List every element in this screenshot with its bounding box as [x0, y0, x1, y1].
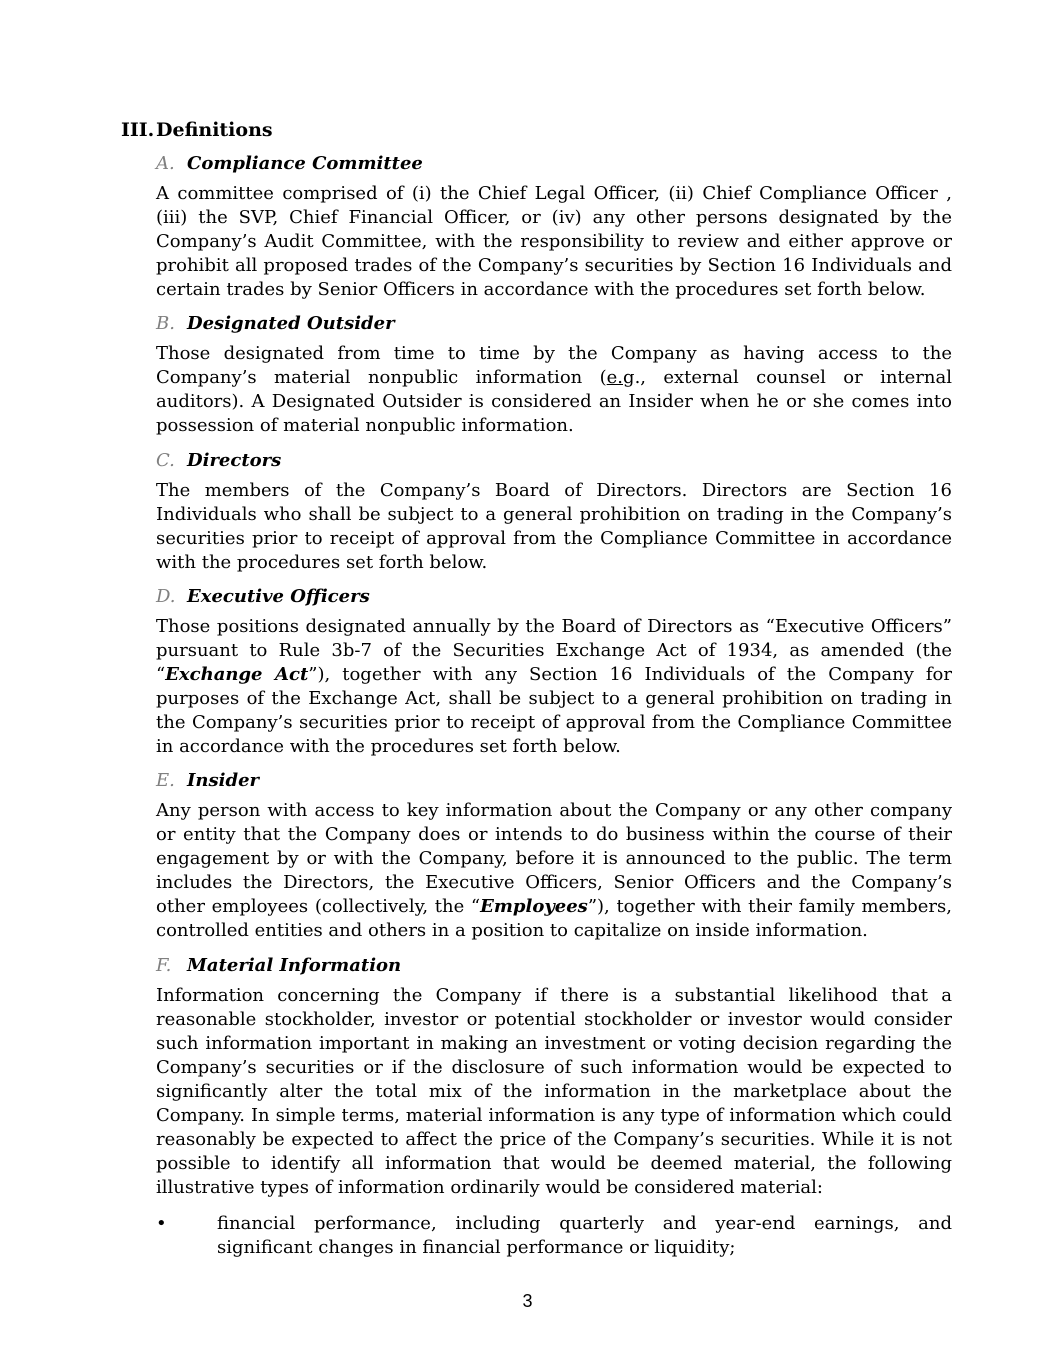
definition-executive-officers	[156, 585, 952, 759]
list-item	[156, 1212, 952, 1260]
defined-term-employees: Employees	[480, 896, 588, 917]
eg-abbreviation: e.g	[606, 367, 635, 388]
definition-directors	[156, 449, 952, 575]
section-number: III.	[121, 119, 155, 141]
section-heading	[121, 118, 273, 142]
definition-compliance-committee	[156, 152, 952, 302]
definition-insider	[156, 769, 952, 943]
definition-text-end: ”), together with their family members, controlled entities and others in a position to capitalize on inside information.	[156, 896, 952, 941]
bullet-marker: •	[156, 1213, 167, 1234]
definition-designated-outsider	[156, 312, 952, 438]
definition-text: Information concerning the Company if there is a substantial likelihood that a reasonable stockholder, investor or potential stockholder or investor would consider such information important in making an investment or voting decision regarding the Company’s securities or if the disclosure of such information would be expected to significantly alter the total mix of the information in the marketplace about the Company. In simple terms, material information is any type of information which could reasonably be expected to affect the price of the Company’s securities. While it is not possible to identify all information that would be deemed material, the following illustrative types of information ordinarily would be considered material:	[156, 985, 952, 1198]
defined-term-exchange-act: Exchange Act	[165, 664, 309, 685]
definition-text	[156, 799, 952, 943]
definition-text-end: ., external counsel or internal auditors). A Designated Outsider is considered an Insider when he or she comes into possession of material nonpublic information.	[156, 367, 952, 436]
definition-letter: F.	[156, 955, 172, 976]
definition-material-information	[156, 954, 952, 1200]
definition-heading	[156, 954, 952, 978]
definition-letter: E.	[156, 770, 175, 791]
definition-letter: A.	[156, 153, 175, 174]
definition-text-start: Any person with access to key information about the Company or any other company or entity that the Company does or intends to do business within the course of their engagement by or with the Company, before it is announced to the public. The term includes the Directors, the Executive Officers, Senior Officers and the Company’s other employees (collectively, the “	[156, 800, 952, 917]
definition-title: Directors	[187, 450, 282, 471]
definition-letter: C.	[156, 450, 175, 471]
definition-title: Executive Officers	[187, 586, 370, 607]
definition-heading	[156, 312, 952, 336]
definition-letter: D.	[156, 586, 176, 607]
definition-text: A committee comprised of (i) the Chief Legal Officer, (ii) Chief Compliance Officer , (iii) the SVP, Chief Financial Officer, or (iv) any other persons designated by the Company’s Audit Committee, with the responsibility to review and either approve or prohibit all proposed trades of the Company’s securities by Section 16 Individuals and certain trades by Senior Officers in accordance with the procedures set forth below.	[156, 183, 952, 300]
definition-title: Material Information	[187, 955, 402, 976]
definition-text	[156, 615, 952, 759]
definition-text	[156, 342, 952, 438]
page-number: 3	[522, 1291, 533, 1311]
definition-title: Insider	[187, 770, 259, 791]
definition-title: Designated Outsider	[187, 313, 395, 334]
definition-heading	[156, 769, 952, 793]
definition-heading	[156, 152, 952, 176]
list-item-text: financial performance, including quarterly and year-end earnings, and significant changes in financial performance or liquidity;	[217, 1213, 952, 1258]
definition-letter: B.	[156, 313, 175, 334]
definition-text: The members of the Company’s Board of Directors. Directors are Section 16 Individuals who shall be subject to a general prohibition on trading in the Company’s securities prior to receipt of approval from the Compliance Committee in accordance with the procedures set forth below.	[156, 480, 952, 573]
definition-title: Compliance Committee	[187, 153, 423, 174]
definition-heading	[156, 585, 952, 609]
definition-heading	[156, 449, 952, 473]
definition-text-start: Those positions designated annually by the Board of Directors as “Executive Officers” pursuant to Rule 3b-7 of the Securities Exchange Act of 1934, as amended (the “	[156, 616, 952, 685]
definition-text-end: ”), together with any Section 16 Individuals of the Company for purposes of the Exchange Act, shall be subject to a general prohibition on trading in the Company’s securities prior to receipt of approval from the Compliance Committee in accordance with the procedures set forth below.	[156, 664, 952, 757]
section-title: Definitions	[156, 119, 273, 141]
definition-text-start: Those designated from time to time by the Company as having access to the Company’s material nonpublic information (	[156, 343, 952, 388]
